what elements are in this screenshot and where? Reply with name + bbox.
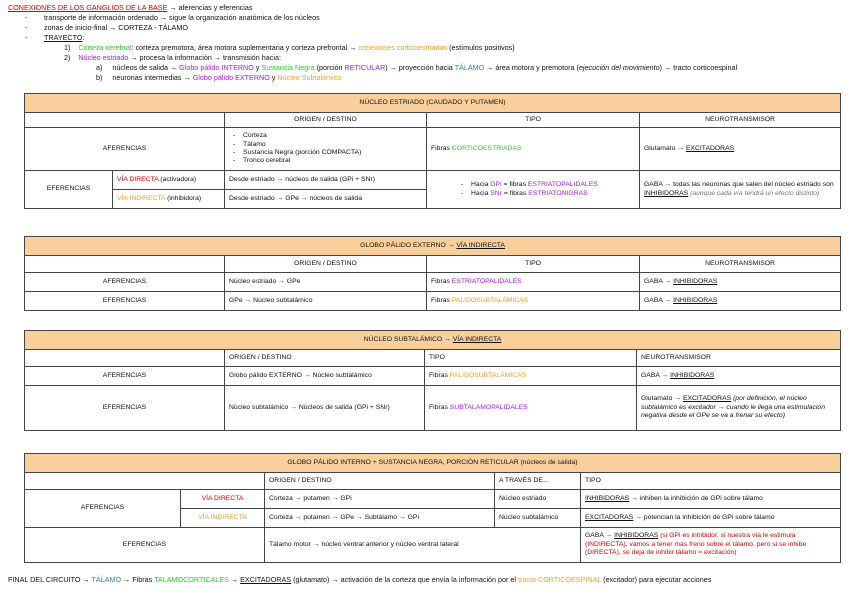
sub-a-end: ) → tracto corticoespinal <box>659 63 738 72</box>
list-item: - Tálamo <box>243 141 422 149</box>
tipo-prefix: Fibras <box>431 296 452 304</box>
sub-b-y: y <box>269 73 278 82</box>
gpi: GPi <box>490 181 502 189</box>
table-1-title: NÚCLEO ESTRIADO (CAUDADO Y PUTAMEN) <box>25 94 841 113</box>
sub-a-gp: Globo pálido INTERNO <box>179 63 254 72</box>
via-indirecta-note: (inhibidora) <box>165 194 202 202</box>
directa-tipo-rest: → inhiben la inhibición de GPi sobre tálamo <box>629 494 763 502</box>
table-globo-palido-interno <box>24 453 841 563</box>
neuro-prefix: GABA → <box>641 371 671 379</box>
table-3-aferencias-neuro <box>637 367 841 386</box>
table-1-header-neuro: NEUROTRANSMISOR <box>640 113 841 128</box>
intro-line-1 <box>8 3 252 12</box>
table-2-aferencias-origen: Núcleo estriado → GPe <box>225 273 427 292</box>
final-talamocorticales: TALAMOCORTICALES <box>154 575 229 584</box>
gpi-explanation: (si GPi es inhibidor, si nuestra vía le estimula (INDIRECTA), vamos a tener más freno sobre el tálamo, pero si se inhibe (DIRECTA), se deja de inhibir tálamo = excitación) <box>585 532 807 557</box>
neuro-prefix: Glutamato → <box>641 395 683 403</box>
table-3-aferencias-origen: Globo pálido EXTERNO → Núcleo subtalámico <box>225 367 425 386</box>
palidosubtalamicas: PALIDOSUBTALÁMICAS <box>451 296 529 304</box>
intro-bullet-2: - zonas de inicio-final → CORTEZA - TÁLAMO <box>25 23 188 32</box>
sub-a-ejecucion: ejecución del movimiento <box>578 63 660 72</box>
table-4-header-tipo: TIPO <box>581 473 841 490</box>
table-4-title: GLOBO PÁLIDO INTERNO + SUSTANCIA NEGRA, PORCIÓN RETICULAR (núcleos de salida) <box>25 454 841 473</box>
table-2-eferencias-origen: GPe → Núcleo subtalámico <box>225 292 427 311</box>
table-4-aferencias-label: AFERENCIAS <box>25 490 181 528</box>
final-mid3: (glutamato) → activación de la corteza que envía la información por el <box>291 575 519 584</box>
table-2-aferencias-neuro <box>640 273 841 292</box>
list-item: - Sustancia Negra (porción COMPACTA) <box>243 149 422 157</box>
table-1-corner <box>25 113 225 128</box>
tipo-prefix: Fibras <box>429 371 450 379</box>
trayecto-item-1 <box>64 43 515 52</box>
subtalamico-note: (por definición, el núcleo subtalámico es excitador → cuando le llega una estimulación negativa desde el GPe se va a frenar su efecto) <box>641 395 825 420</box>
table-4-eferencias-origen: Tálamo motor → núcleo ventral anterior y núcleo ventral lateral <box>265 528 581 563</box>
table-3-eferencias-neuro <box>637 386 841 431</box>
table-2-eferencias-neuro <box>640 292 841 311</box>
table-4-indirecta-tipo <box>581 509 841 528</box>
table-1-eferencias-label: EFERENCIAS <box>25 171 113 209</box>
intro-bullet-1: - transporte de información ordenado → sigue la organización anatómica de los núcleos <box>25 13 320 22</box>
final-talamo: TÁLAMO <box>91 575 122 584</box>
sub-b-gp: Globo pálido EXTERNO <box>192 73 270 82</box>
table-4-header-atraves: A TRAVÉS DE... <box>495 473 581 490</box>
sub-a-sn: Sustancia Negra <box>261 63 315 72</box>
table-1-header-tipo: TIPO <box>427 113 640 128</box>
table-2-eferencias-label: EFERENCIAS <box>25 292 225 311</box>
table-1-via-indirecta <box>113 190 225 209</box>
table-1-aferencias-origen <box>225 128 427 171</box>
table-3-eferencias-label: EFERENCIAS <box>25 386 225 431</box>
excitadoras: EXCITADORAS <box>682 395 732 403</box>
list-item <box>471 190 635 198</box>
via-directa-label: VÍA DIRECTA <box>117 175 159 183</box>
table-2-via: VÍA INDIRECTA <box>456 241 505 249</box>
final-tracto: tracto CORTICOESPINAL <box>518 575 602 584</box>
sub-b-ns: Núcleo Subtalámico <box>277 73 342 82</box>
via-indirecta-label: VÍA INDIRECTA <box>117 194 166 202</box>
inhibidoras: INHIBIDORAS <box>644 189 689 197</box>
table-4-via-directa: VÍA DIRECTA <box>181 490 265 509</box>
table-3-header-tipo: TIPO <box>425 350 637 367</box>
item-2-rest: → procesa la información → transmisión hacia: <box>128 53 281 62</box>
intro-bullet-2-text: zonas de inicio-final → CORTEZA - TÁLAMO <box>44 23 188 32</box>
neuro-prefix: Glutamato → <box>644 144 686 152</box>
table-1-indirecta-origen: Desde estriado → GPe → núcleos de salida <box>225 190 427 209</box>
table-2-eferencias-tipo <box>427 292 640 311</box>
table-2-aferencias-label: AFERENCIAS <box>25 273 225 292</box>
estriatopalidales: ESTRIATOPALIDALES <box>451 277 522 285</box>
item-2-number: 2) <box>64 53 71 62</box>
table-1-directa-origen: Desde estriado → núcleos de salida (GPi + SNr) <box>225 171 427 190</box>
gaba-text: GABA → todas las neuronas que salen del núcleo estriado son <box>644 181 834 189</box>
final-mid1: → Fibras <box>121 575 155 584</box>
trayecto-sub-a <box>96 63 737 72</box>
final-circuit-line <box>8 575 711 584</box>
item-2-estriado: Núcleo estriado <box>78 53 129 62</box>
inhibidoras: INHIBIDORAS <box>673 296 718 304</box>
neuro-prefix: GABA → <box>644 296 674 304</box>
table-nucleo-estriado <box>24 93 841 209</box>
table-3-via: VÍA INDIRECTA <box>452 335 502 343</box>
table-4-eferencias-tipo <box>581 528 841 563</box>
snr: SNr <box>490 189 502 197</box>
table-1-eferencias-tipo <box>427 171 640 209</box>
inhibidoras: INHIBIDORAS <box>670 371 715 379</box>
table-2-title-text: GLOBO PÁLIDO EXTERNO → <box>360 241 457 249</box>
list-item: - Corteza <box>243 132 422 140</box>
table-nucleo-subtalamico <box>24 330 841 431</box>
table-3-header-neuro: NEUROTRANSMISOR <box>637 350 841 367</box>
final-pre: FINAL DEL CIRCUITO → <box>8 575 92 584</box>
table-1-header-origen: ORIGEN / DESTINO <box>225 113 427 128</box>
table-3-aferencias-label: AFERENCIAS <box>25 367 225 386</box>
estriatopalidales: ESTRIATOPALIDALES <box>527 181 598 189</box>
table-2-aferencias-tipo <box>427 273 640 292</box>
table-3-header-origen: ORIGEN / DESTINO <box>225 350 425 367</box>
efecto-note: (aunque cada vía tendrá un efecto distinto) <box>688 189 820 197</box>
list-item: - Tronco cerebral <box>243 157 422 165</box>
item-1-number: 1) <box>64 43 71 52</box>
table-2-header-neuro: NEUROTRANSMISOR <box>640 256 841 273</box>
table-2-title <box>25 237 841 256</box>
table-4-directa-atraves: Núcleo estriado <box>495 490 581 509</box>
table-1-aferencias-label: AFERENCIAS <box>25 128 225 171</box>
intro-bullet-3: - TRAYECTO: <box>25 33 85 42</box>
excitadoras: EXCITADORAS <box>685 144 735 152</box>
neuro-prefix: GABA → <box>644 277 674 285</box>
trayecto-sub-b <box>96 73 341 82</box>
table-globo-palido-externo <box>24 236 841 311</box>
table-1-via-directa <box>113 171 225 190</box>
tipo-prefix: Fibras <box>431 277 452 285</box>
sub-b-pre: neuronas intermedias → <box>112 73 193 82</box>
trayecto-item-2 <box>64 53 281 62</box>
sub-a-letter: a) <box>96 63 103 72</box>
tipo2-mid: = fibras <box>501 189 529 197</box>
inhibidoras: INHIBIDORAS <box>673 277 718 285</box>
sub-b-letter: b) <box>96 73 103 82</box>
doc-title: CONEXIONES DE LOS GANGLIOS DE LA BASE <box>8 3 168 12</box>
sub-a-mid2: ) → proyección hacia <box>385 63 455 72</box>
final-excitadoras: EXCITADORAS <box>240 575 292 584</box>
table-3-aferencias-tipo <box>425 367 637 386</box>
table-3-corner <box>25 350 225 367</box>
item-1-mid: : corteza premotora, área motora suplementaria y corteza prefrontal → <box>131 43 359 52</box>
corticoestriadas: CORTICOESTRIADAS <box>451 144 522 152</box>
table-3-title <box>25 331 841 350</box>
sub-a-mid3: → área motora y premotora ( <box>484 63 579 72</box>
intro-line-1-rest: → aferencias y eferencias <box>167 3 253 12</box>
gaba-prefix: GABA → <box>585 532 615 540</box>
tipo-prefix: Fibras <box>431 144 452 152</box>
list-item <box>471 181 635 189</box>
inhibidoras: INHIBIDORAS <box>585 494 630 502</box>
table-2-header-origen: ORIGEN / DESTINO <box>225 256 427 273</box>
table-4-indirecta-atraves: Núcleo subtalámico <box>495 509 581 528</box>
final-mid2: → <box>228 575 241 584</box>
table-3-eferencias-origen: Núcleo subtalámico → Núcleos de salida (GPi + SNr) <box>225 386 425 431</box>
table-3-title-text: NÚCLEO SUBTALÁMICO → <box>363 335 453 343</box>
table-1-eferencias-neuro <box>640 171 841 209</box>
estriatonigras: ESTRIATONIGRAS <box>528 189 588 197</box>
trayecto-label: TRAYECTO <box>44 33 83 42</box>
tipo1-pre: Hacia <box>471 181 491 189</box>
item-1-corteza: Corteza cerebral <box>78 43 132 52</box>
palidosubtalamicas: PALIDOSUBTALÁMICAS <box>449 371 527 379</box>
eferencias-tipo-list <box>431 181 635 198</box>
sub-a-mid: (porción <box>314 63 345 72</box>
table-4-corner <box>25 473 265 490</box>
table-4-via-indirecta: VÍA INDIRECTA <box>181 509 265 528</box>
table-3-eferencias-tipo <box>425 386 637 431</box>
sub-a-y: y <box>253 63 262 72</box>
subtalamopalidales: SUBTALAMOPALIDALES <box>449 403 528 411</box>
tipo1-mid: = fibras <box>501 181 528 189</box>
inhibidoras: INHIBIDORAS <box>614 532 659 540</box>
indirecta-tipo-rest: → potencian la inhibición de GPi sobre tálamo <box>633 513 775 521</box>
intro-bullet-1-text: transporte de información ordenado → sigue la organización anatómica de los núcleos <box>44 13 320 22</box>
table-4-eferencias-label: EFERENCIAS <box>25 528 265 563</box>
table-4-header-origen: ORIGEN / DESTINO <box>265 473 495 490</box>
tipo-prefix: Fibras <box>429 403 450 411</box>
table-2-corner <box>25 256 225 273</box>
item-1-end: (estímulos positivos) <box>447 43 515 52</box>
tipo2-pre: Hacia <box>471 189 491 197</box>
sub-a-pre: núcleos de salida → <box>112 63 180 72</box>
table-4-directa-tipo <box>581 490 841 509</box>
table-1-aferencias-neuro <box>640 128 841 171</box>
table-4-directa-origen: Corteza → putamen → GPi <box>265 490 495 509</box>
aferencias-origen-list <box>229 132 422 166</box>
via-directa-note: (activadora) <box>158 175 197 183</box>
sub-a-reticular: RETICULAR <box>344 63 386 72</box>
final-end: (excitador) para ejecutar acciones <box>601 575 712 584</box>
item-1-conexiones: conexiones corticoestriadas <box>358 43 448 52</box>
table-4-indirecta-origen: Corteza → putamen → GPe → Subtálamo → GPi <box>265 509 495 528</box>
table-1-aferencias-tipo <box>427 128 640 171</box>
excitadoras: EXCITADORAS <box>585 513 634 521</box>
table-2-header-tipo: TIPO <box>427 256 640 273</box>
sub-a-talamo: TÁLAMO <box>454 63 485 72</box>
